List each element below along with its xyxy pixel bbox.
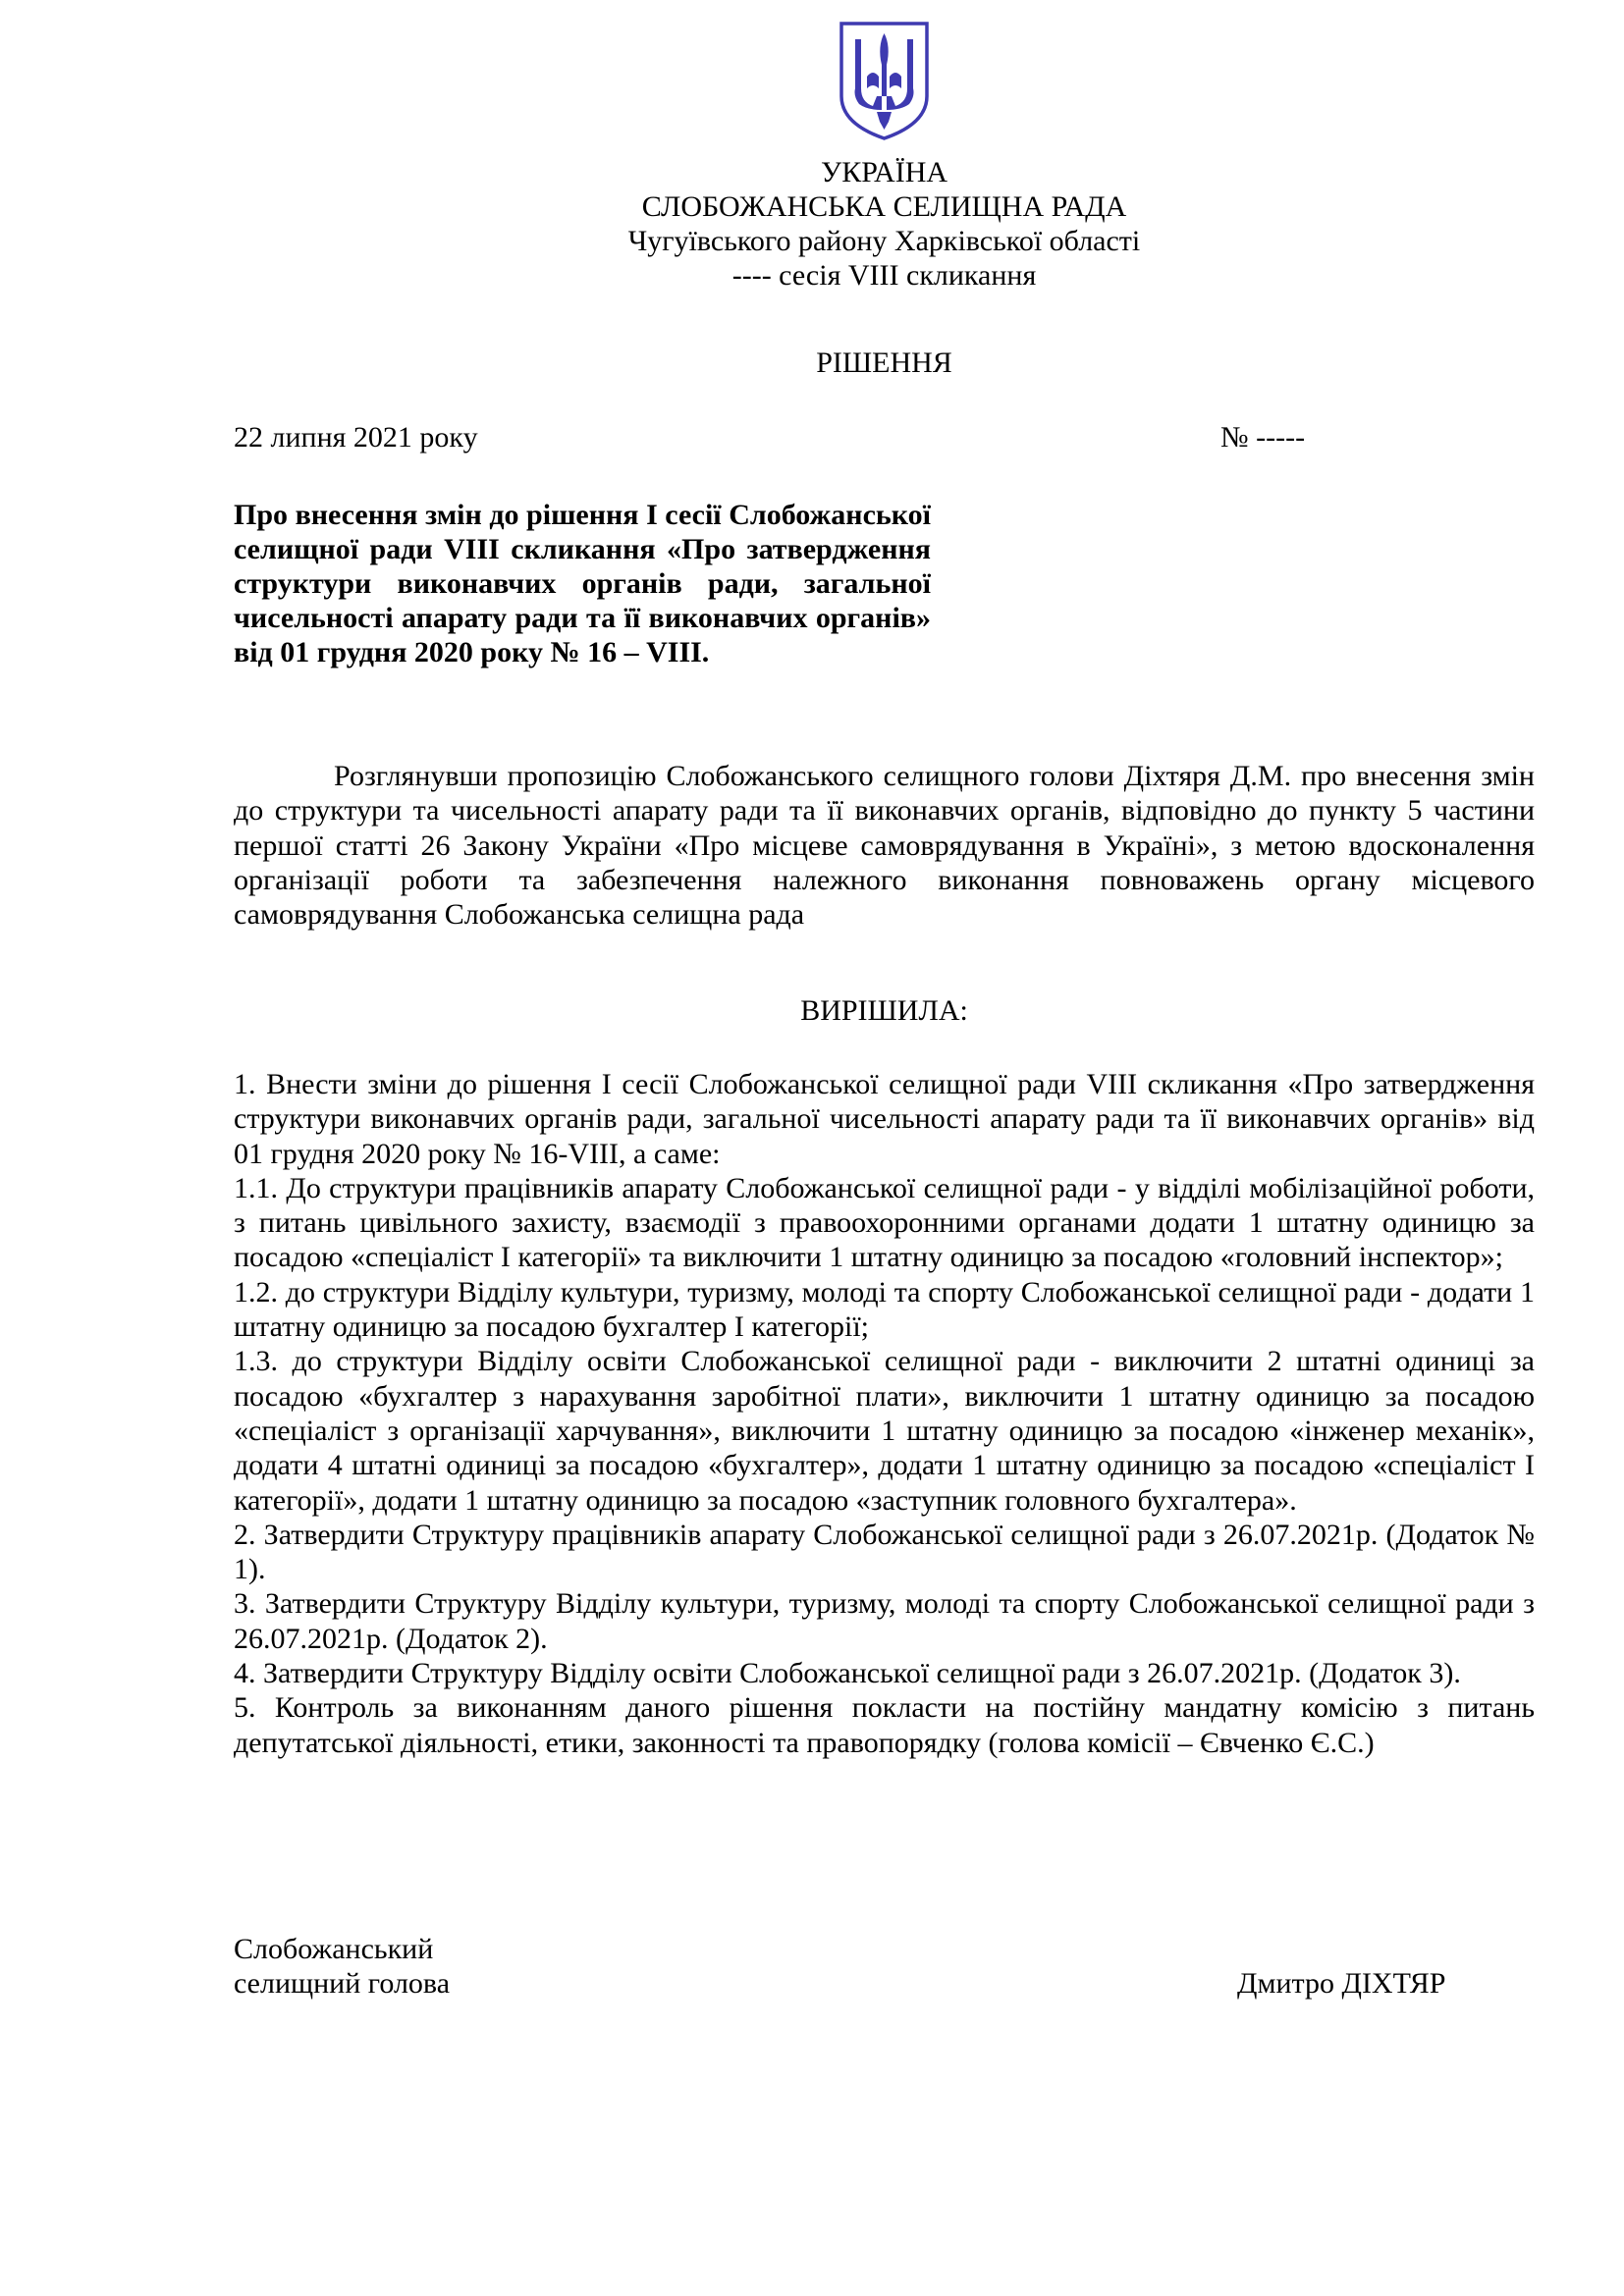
signatory-position-line2: селищний голова [234,1967,451,2000]
signatory-position-line1: Слобожанський [234,1933,434,1965]
decision-item-1-3: 1.3. до структури Відділу освіти Слобожанської селищної ради - виключити 2 штатні одиниці за посадою «бухгалтер з нарахування заробітної плати», виключити 1 штатну одиницю за посадою «спеціаліст з організації харчування», виключити 1 штатну одиницю за посадою «інженер механік», додати 4 штатні одиниці за посадою «бухгалтер», додати 1 штатну одиницю за посадою «спеціаліст І категорії», додати 1 штатну одиницю за посадою «заступник головного бухгалтера». [234,1345,1535,1517]
document-page [234,0,1535,2296]
district-name: Чугуївського району Харківської області [627,225,1141,257]
council-name: СЛОБОЖАНСЬКА СЕЛИЩНА РАДА [641,190,1127,223]
document-header [234,155,1535,293]
coat-of-arms-icon [838,20,931,142]
decision-item-1: 1. Внести зміни до рішення І сесії Слобожанської селищної ради VIII скликання «Про затвердження структури виконавчих органів ради, загальної чисельності апарату ради та її виконавчих органів» від 01 грудня 2020 року № 16-VIII, а саме: [234,1068,1535,1170]
session-line: ---- сесія VIII скликання [731,259,1037,292]
decision-item-1-2: 1.2. до структури Відділу культури, туризму, молоді та спорту Слобожанської селищної ради - додати 1 штатну одиницю за посадою бухгалтер І категорії; [234,1275,1535,1344]
signatory-name: Дмитро ДІХТЯР [1237,1967,1446,2000]
decision-item-3: 3. Затвердити Структуру Відділу культури, туризму, молоді та спорту Слобожанської селищної ради з 26.07.2021р. (Додаток 2). [234,1587,1535,1655]
decided-heading: ВИРІШИЛА: [800,994,968,1027]
decision-item-4: 4. Затвердити Структуру Відділу освіти Слобожанської селищної ради з 26.07.2021р. (Додаток 3). [234,1657,1461,1690]
decision-items [234,1067,1535,1760]
decision-item-5: 5. Контроль за виконанням даного рішення покласти на постійну мандатну комісію з питань депутатської діяльності, етики, законності та правопорядку (голова комісії – Євченко Є.С.) [234,1691,1535,1759]
country-name: УКРАЇНА [820,156,948,188]
document-number: № ----- [1220,421,1306,454]
date-number-line [234,420,1535,454]
decision-item-1-1: 1.1. До структури працівників апарату Слобожанської селищної ради - у відділі мобілізаційної роботи, з питань цивільного захисту, взаємодії з правоохоронними органами додати 1 штатну одиницю за посадою «спеціаліст І категорії» та виключити 1 штатну одиницю за посадою «головний інспектор»; [234,1171,1535,1274]
preamble-paragraph: Розглянувши пропозицію Слобожанського селищного голови Діхтяря Д.М. про внесення змін до структури та чисельності апарату ради та її виконавчих органів, відповідно до пункту 5 частини першої статті 26 Закону України «Про місцеве самоврядування в Україні», з метою вдосконалення організації роботи та забезпечення належного виконання повноважень органу місцевого самоврядування Слобожанська селищна рада [234,760,1535,932]
signature-block [234,1932,1535,2001]
document-title: РІШЕННЯ [816,347,952,379]
document-date: 22 липня 2021 року [234,421,478,454]
document-subject: Про внесення змін до рішення І сесії Слобожанської селищної ради VIII скликання «Про затвердження структури виконавчих органів ради, загальної чисельності апарату ради та її виконавчих органів» від 01 грудня 2020 року № 16 – VIII. [234,499,931,668]
decision-item-2: 2. Затвердити Структуру працівників апарату Слобожанської селищної ради з 26.07.2021р. (Додаток № 1). [234,1518,1535,1586]
